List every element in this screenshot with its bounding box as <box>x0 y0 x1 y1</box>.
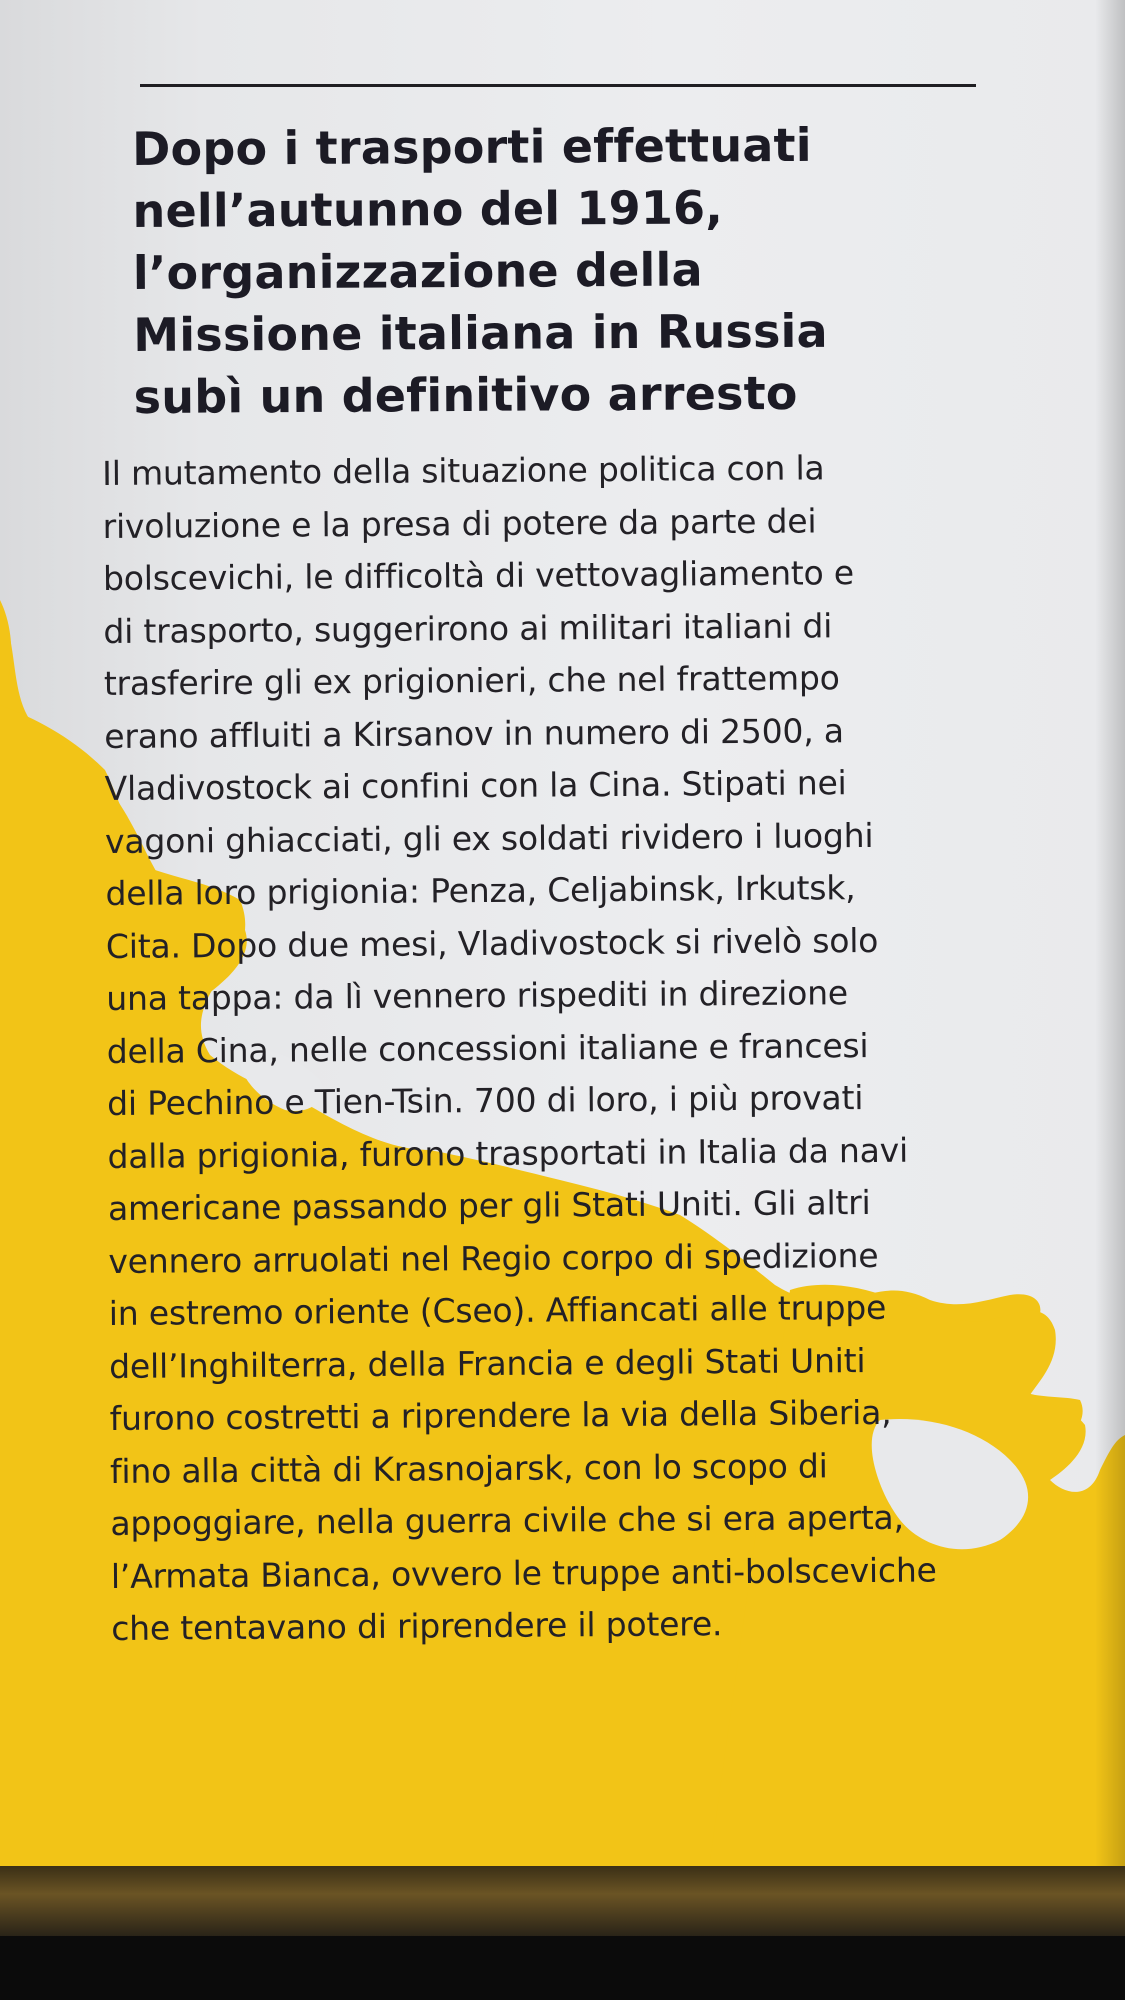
body-line: erano affluiti a Kirsanov in numero di 2500, a <box>104 710 844 756</box>
panel-bottom-edge <box>0 1866 1125 1936</box>
panel-heading <box>132 113 1014 428</box>
body-line: rivoluzione e la presa di potere da parte dei <box>102 500 817 546</box>
heading-line: Missione italiana in Russia <box>133 303 828 362</box>
body-line: dell’Inghilterra, della Francia e degli Stati Uniti <box>109 1340 866 1386</box>
body-line: della loro prigionia: Penza, Celjabinsk, Irkutsk, <box>105 868 856 913</box>
body-line: Cita. Dopo due mesi, Vladivostock si rivelò solo <box>105 920 879 966</box>
body-line: vennero arruolati nel Regio corpo di spedizione <box>108 1235 879 1281</box>
heading-line: Dopo i trasporti effettuati <box>132 117 812 176</box>
body-line: fino alla città di Krasnojarsk, con lo scopo di <box>109 1445 828 1491</box>
heading-line: subì un definitivo arresto <box>133 365 798 424</box>
body-line: l’Armata Bianca, ovvero le truppe anti-bolsceviche <box>110 1549 937 1596</box>
body-line: Vladivostock ai confini con la Cina. Stipati nei <box>104 763 847 808</box>
floor-shadow <box>0 1936 1125 2000</box>
body-line: di Pechino e Tien-Tsin. 700 di loro, i più provati <box>106 1078 864 1123</box>
body-line: furono costretti a riprendere la via della Siberia, <box>109 1392 892 1438</box>
heading-line: l’organizzazione della <box>132 242 703 300</box>
top-rule <box>140 84 976 87</box>
heading-line: nell’autunno del 1916, <box>132 180 724 238</box>
body-line: dalla prigionia, furono trasportati in Italia da navi <box>107 1130 909 1176</box>
body-line: che tentavano di riprendere il potere. <box>111 1604 723 1648</box>
body-line: americane passando per gli Stati Uniti. Gli altri <box>107 1182 871 1228</box>
panel-body-text <box>102 441 1031 1656</box>
panel-edge-shadow <box>1095 0 1125 1932</box>
body-line: della Cina, nelle concessioni italiane e francesi <box>106 1025 869 1071</box>
body-line: una tappa: da lì vennero rispediti in direzione <box>106 973 849 1018</box>
body-line: trasferire gli ex prigionieri, che nel frattempo <box>103 658 840 703</box>
body-line: in estremo oriente (Cseo). Affiancati alle truppe <box>108 1287 887 1333</box>
body-line: vagoni ghiacciati, gli ex soldati rividero i luoghi <box>104 815 874 861</box>
body-line: appoggiare, nella guerra civile che si era aperta, <box>110 1497 904 1543</box>
body-line: Il mutamento della situazione politica con la <box>102 448 825 493</box>
body-line: di trasporto, suggerirono ai militari italiani di <box>103 605 833 651</box>
body-line: bolscevichi, le difficoltà di vettovagliamento e <box>102 553 855 598</box>
